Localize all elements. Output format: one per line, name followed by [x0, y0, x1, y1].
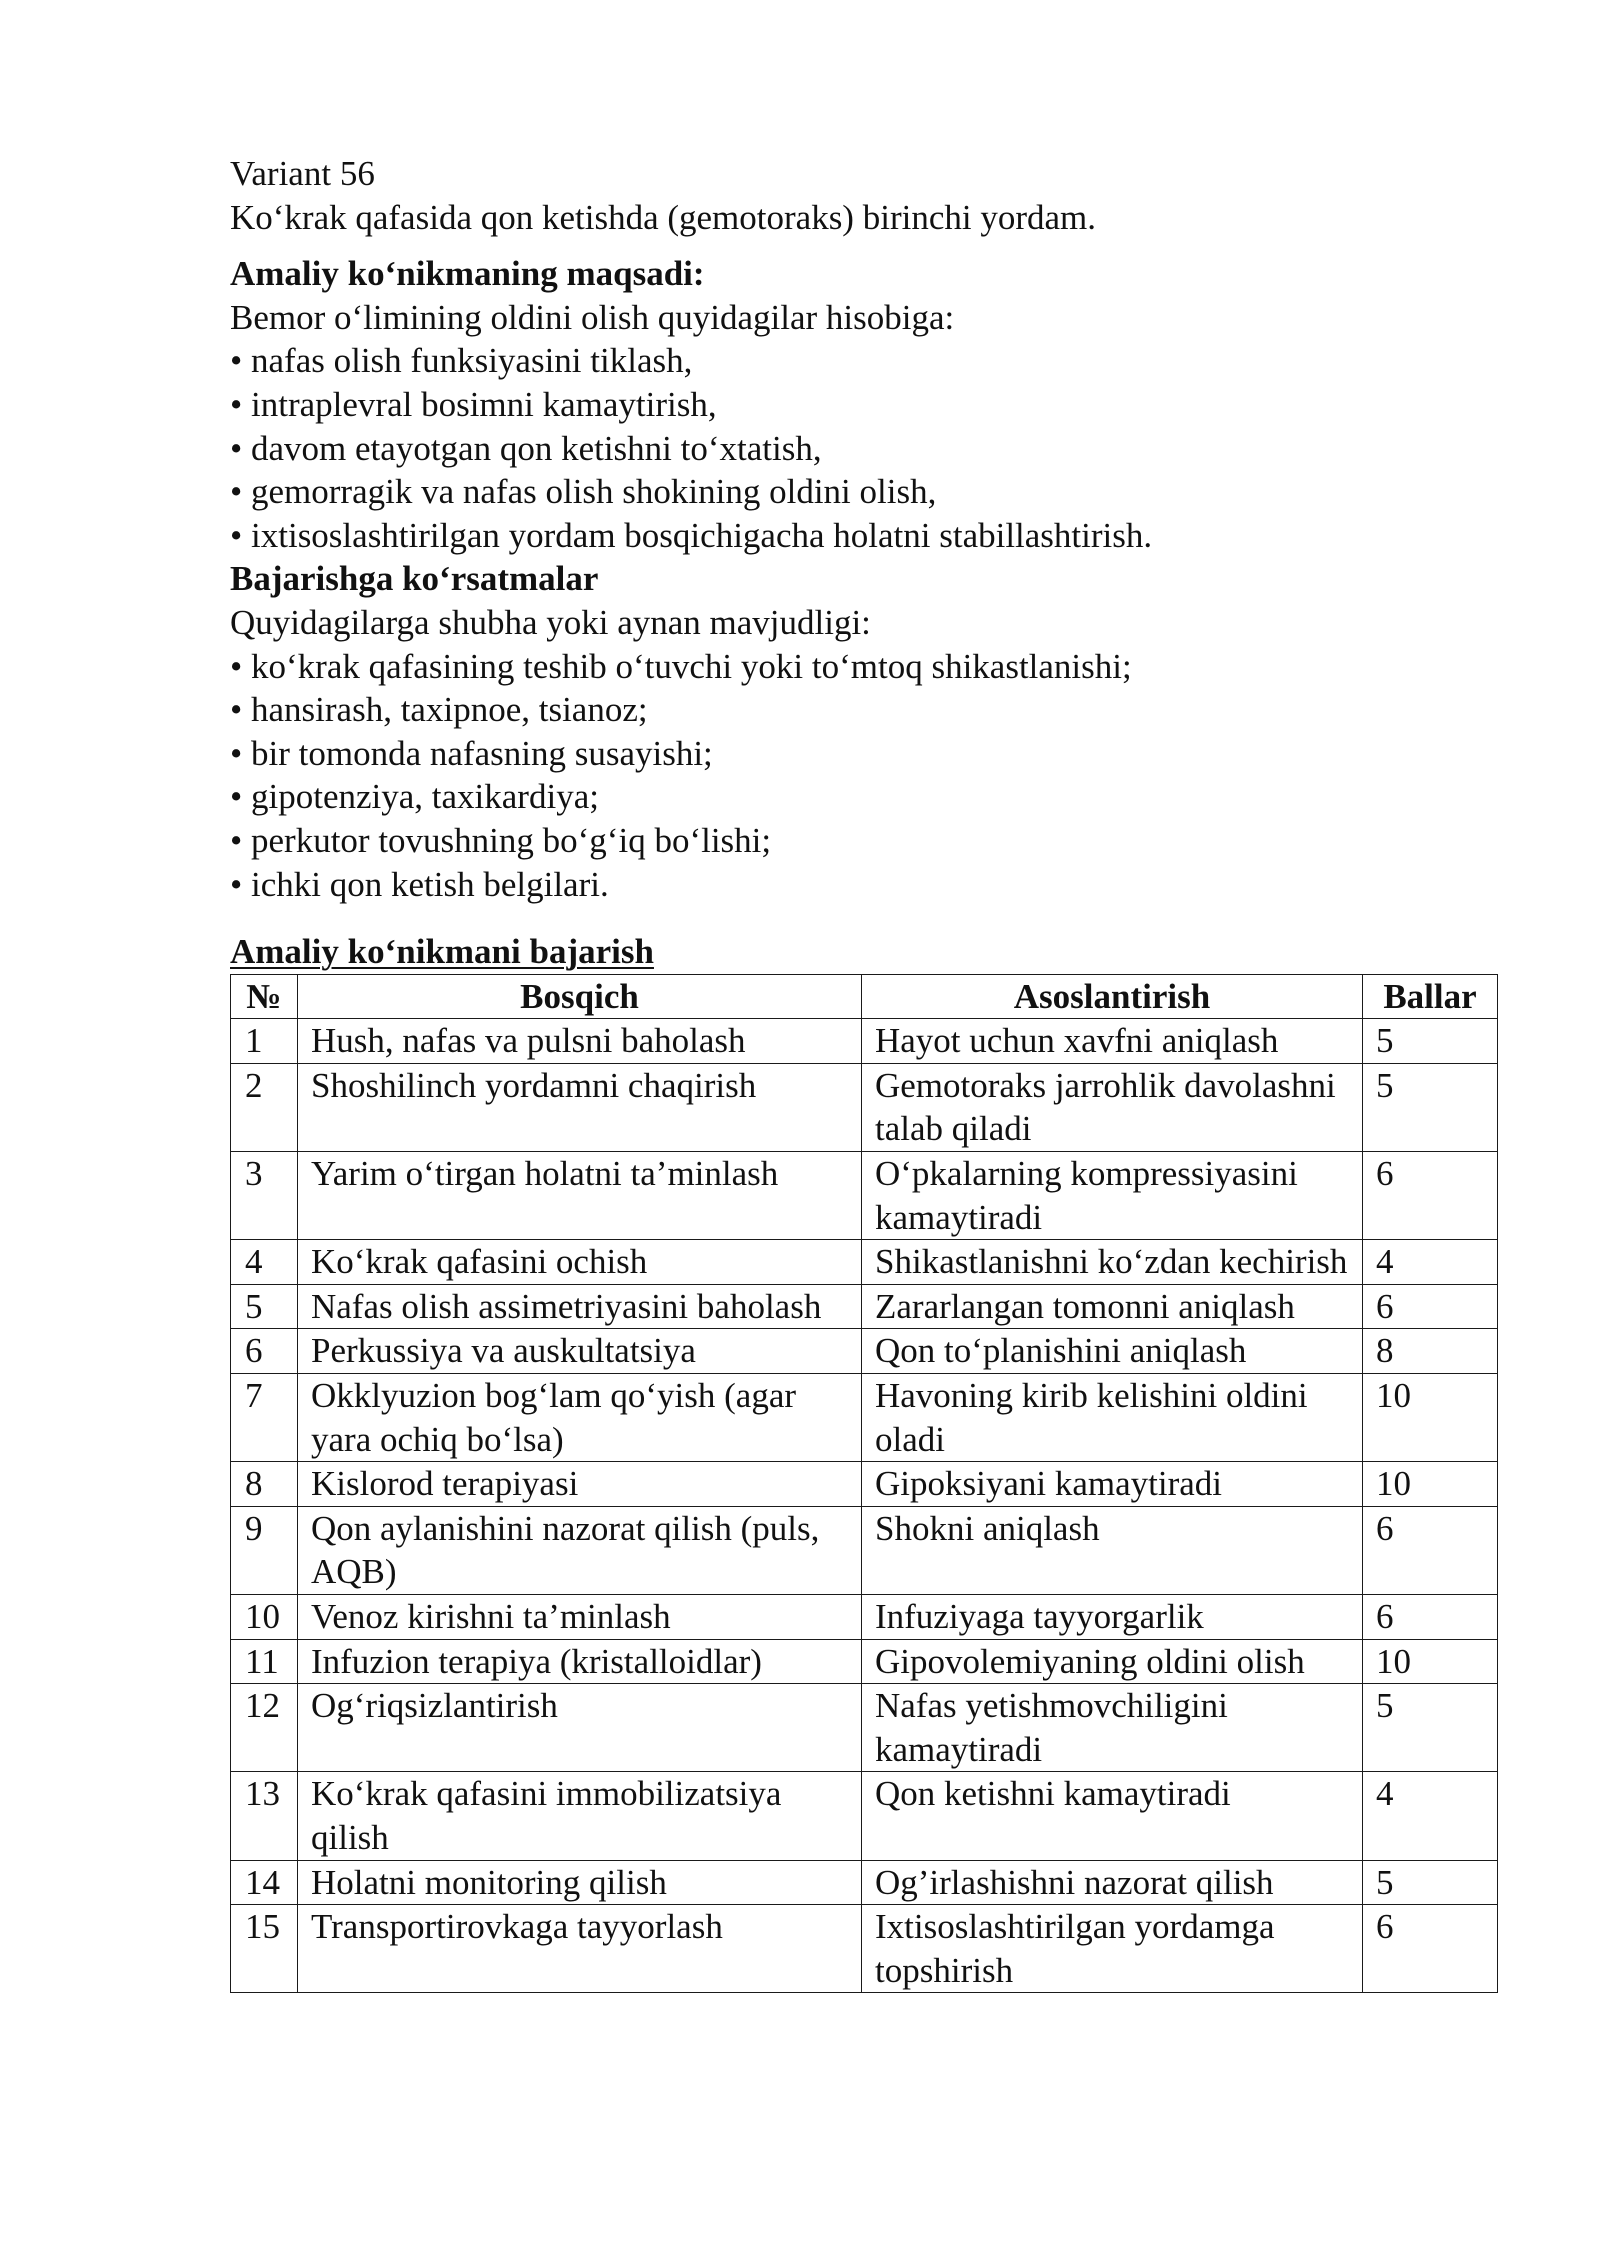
table-row	[231, 1152, 1498, 1240]
table-row	[231, 1019, 1498, 1064]
step-number-cell: 5	[231, 1284, 298, 1329]
table-row	[231, 1506, 1498, 1594]
table-row	[231, 1639, 1498, 1684]
step-number-cell: 8	[231, 1462, 298, 1507]
goal-heading: Amaliy ko‘nikmaning maqsadi:	[230, 254, 705, 294]
score-cell: 10	[1363, 1639, 1498, 1684]
step-cell: Okklyuzion bog‘lam qo‘yish (agar yara ochiq bo‘lsa)	[298, 1374, 862, 1462]
step-number-cell: 6	[231, 1329, 298, 1374]
score-cell: 10	[1363, 1374, 1498, 1462]
score-cell: 5	[1363, 1860, 1498, 1905]
score-cell: 4	[1363, 1772, 1498, 1860]
step-number-cell: 10	[231, 1595, 298, 1640]
step-number-cell: 12	[231, 1684, 298, 1772]
reason-cell: Nafas yetishmovchiligini kamaytiradi	[862, 1684, 1363, 1772]
reason-cell: Hayot uchun xavfni aniqlash	[862, 1019, 1363, 1064]
reason-cell: Ixtisoslashtirilgan yordamga topshirish	[862, 1905, 1363, 1993]
column-header-reason: Asoslantirish	[862, 974, 1363, 1019]
reason-cell: O‘pkalarning kompressiyasini kamaytiradi	[862, 1152, 1363, 1240]
procedure-table	[230, 974, 1498, 1994]
table-body	[231, 1019, 1498, 1993]
column-header-score: Ballar	[1363, 974, 1498, 1019]
table-row	[231, 1462, 1498, 1507]
indication-item: • ko‘krak qafasining teshib o‘tuvchi yoki to‘mtoq shikastlanishi;	[230, 645, 1497, 689]
score-cell: 6	[1363, 1595, 1498, 1640]
reason-cell: Gipoksiyani kamaytiradi	[862, 1462, 1363, 1507]
score-cell: 6	[1363, 1284, 1498, 1329]
goal-item: • davom etayotgan qon ketishni to‘xtatish,	[230, 427, 1497, 471]
reason-cell: Qon ketishni kamaytiradi	[862, 1772, 1363, 1860]
step-number-cell: 11	[231, 1639, 298, 1684]
goal-list	[230, 339, 1497, 557]
step-cell: Yarim o‘tirgan holatni ta’minlash	[298, 1152, 862, 1240]
reason-cell: Havoning kirib kelishini oldini oladi	[862, 1374, 1363, 1462]
step-cell: Kislorod terapiyasi	[298, 1462, 862, 1507]
step-number-cell: 3	[231, 1152, 298, 1240]
step-number-cell: 7	[231, 1374, 298, 1462]
column-header-number: №	[231, 974, 298, 1019]
step-cell: Qon aylanishini nazorat qilish (puls, AQB)	[298, 1506, 862, 1594]
indication-item: • bir tomonda nafasning susayishi;	[230, 732, 1497, 776]
table-row	[231, 1772, 1498, 1860]
step-number-cell: 4	[231, 1240, 298, 1285]
score-cell: 10	[1363, 1462, 1498, 1507]
step-number-cell: 13	[231, 1772, 298, 1860]
step-number-cell: 1	[231, 1019, 298, 1064]
reason-cell: Gipovolemiyaning oldini olish	[862, 1639, 1363, 1684]
step-number-cell: 9	[231, 1506, 298, 1594]
reason-cell: Shikastlanishni ko‘zdan kechirish	[862, 1240, 1363, 1285]
step-cell: Ko‘krak qafasini ochish	[298, 1240, 862, 1285]
table-row	[231, 1684, 1498, 1772]
score-cell: 5	[1363, 1019, 1498, 1064]
score-cell: 5	[1363, 1684, 1498, 1772]
reason-cell: Shokni aniqlash	[862, 1506, 1363, 1594]
indication-item: • perkutor tovushning bo‘g‘iq bo‘lishi;	[230, 819, 1497, 863]
step-cell: Hush, nafas va pulsni baholash	[298, 1019, 862, 1064]
reason-cell: Zararlangan tomonni aniqlash	[862, 1284, 1363, 1329]
goal-item: • nafas olish funksiyasini tiklash,	[230, 339, 1497, 383]
column-header-step: Bosqich	[298, 974, 862, 1019]
indications-heading: Bajarishga ko‘rsatmalar	[230, 559, 599, 599]
reason-cell: Gemotoraks jarrohlik davolashni talab qiladi	[862, 1063, 1363, 1151]
step-cell: Transportirovkaga tayyorlash	[298, 1905, 862, 1993]
indication-item: • ichki qon ketish belgilari.	[230, 863, 1497, 907]
score-cell: 6	[1363, 1506, 1498, 1594]
table-row	[231, 1905, 1498, 1993]
table-row	[231, 1063, 1498, 1151]
goal-item: • ixtisoslashtirilgan yordam bosqichigacha holatni stabillashtirish.	[230, 514, 1497, 558]
table-row	[231, 1595, 1498, 1640]
score-cell: 5	[1363, 1063, 1498, 1151]
table-row	[231, 1860, 1498, 1905]
document-page	[230, 152, 1497, 1993]
step-number-cell: 2	[231, 1063, 298, 1151]
table-header-row	[231, 974, 1498, 1019]
indications-intro: Quyidagilarga shubha yoki aynan mavjudligi:	[230, 602, 871, 642]
reason-cell: Infuziyaga tayyorgarlik	[862, 1595, 1363, 1640]
score-cell: 8	[1363, 1329, 1498, 1374]
reason-cell: Qon to‘planishini aniqlash	[862, 1329, 1363, 1374]
step-cell: Venoz kirishni ta’minlash	[298, 1595, 862, 1640]
reason-cell: Og’irlashishni nazorat qilish	[862, 1860, 1363, 1905]
step-number-cell: 15	[231, 1905, 298, 1993]
step-cell: Og‘riqsizlantirish	[298, 1684, 862, 1772]
step-cell: Perkussiya va auskultatsiya	[298, 1329, 862, 1374]
step-number-cell: 14	[231, 1860, 298, 1905]
table-row	[231, 1329, 1498, 1374]
goal-intro: Bemor o‘limining oldini olish quyidagilar hisobiga:	[230, 297, 955, 337]
indications-list	[230, 645, 1497, 907]
step-cell: Shoshilinch yordamni chaqirish	[298, 1063, 862, 1151]
step-cell: Nafas olish assimetriyasini baholash	[298, 1284, 862, 1329]
procedure-heading-text: Amaliy ko‘nikmani bajarish	[230, 932, 654, 972]
variant-label: Variant 56	[230, 154, 375, 193]
step-cell: Ko‘krak qafasini immobilizatsiya qilish	[298, 1772, 862, 1860]
score-cell: 4	[1363, 1240, 1498, 1285]
score-cell: 6	[1363, 1905, 1498, 1993]
table-row	[231, 1374, 1498, 1462]
table-row	[231, 1284, 1498, 1329]
goal-item: • intraplevral bosimni kamaytirish,	[230, 383, 1497, 427]
table-row	[231, 1240, 1498, 1285]
score-cell: 6	[1363, 1152, 1498, 1240]
step-cell: Infuzion terapiya (kristalloidlar)	[298, 1639, 862, 1684]
document-title: Ko‘krak qafasida qon ketishda (gemotoraks) birinchi yordam.	[230, 197, 1096, 237]
indication-item: • hansirash, taxipnoe, tsianoz;	[230, 688, 1497, 732]
procedure-heading	[230, 930, 1497, 974]
indication-item: • gipotenziya, taxikardiya;	[230, 775, 1497, 819]
goal-item: • gemorragik va nafas olish shokining oldini olish,	[230, 470, 1497, 514]
step-cell: Holatni monitoring qilish	[298, 1860, 862, 1905]
